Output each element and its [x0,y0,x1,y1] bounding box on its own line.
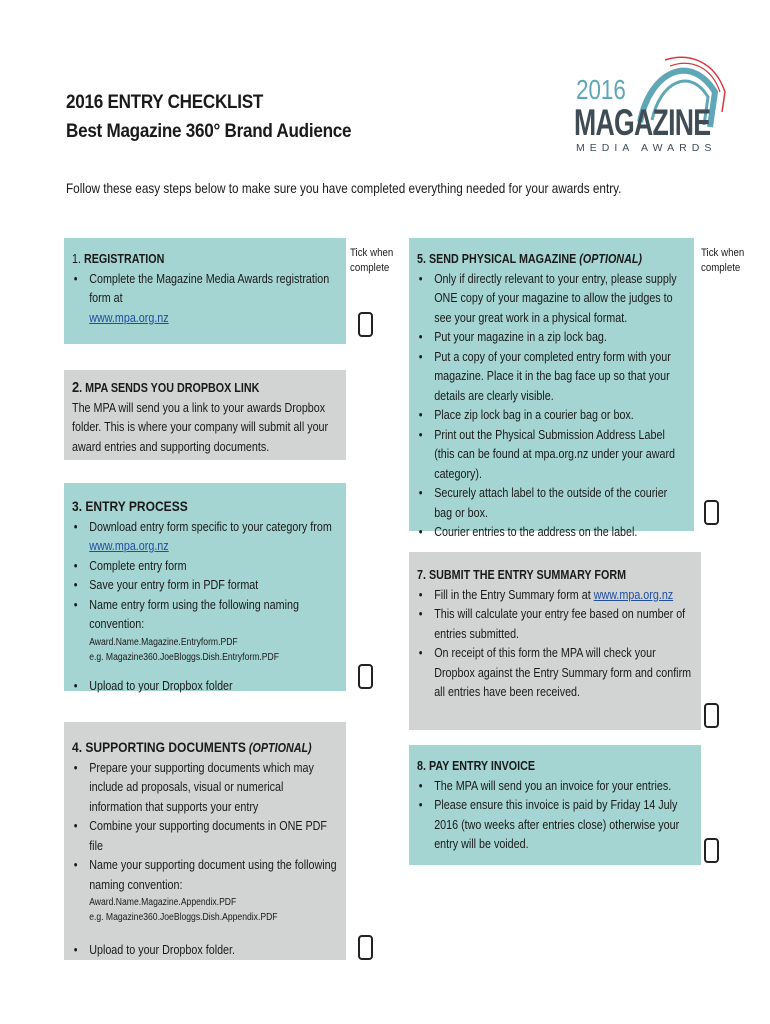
list-item: • Print out the Physical Submission Address Label (this can be found at mpa.org.nz under your award category). [417,426,685,485]
list-item: • Prepare your supporting documents which may include ad proposals, visual or numerical information that supports your entry [72,759,337,818]
tick-label-right: Tick when complete [701,247,745,274]
list-item: • On receipt of this form the MPA will check your Dropbox against the Entry Summary form and confirm all entries have been received. [417,644,692,703]
logo-subtitle: MEDIA AWARDS [576,142,717,154]
checkbox-step1[interactable] [358,312,373,337]
checkbox-step5[interactable] [704,500,719,525]
list-item: • Save your entry form in PDF format [72,576,337,596]
list-item: • Put your magazine in a zip lock bag. [417,328,685,348]
step-heading: 4. SUPPORTING DOCUMENTS (OPTIONAL) [72,739,312,755]
title-block [66,88,383,146]
checkbox-step8[interactable] [704,838,719,863]
step-submit-entry-summary [409,552,701,730]
list-item: • Put a copy of your completed entry form with your magazine. Place it in the bag face up so that your details are clearly visible. [417,348,685,407]
step-heading: 7. SUBMIT THE ENTRY SUMMARY FORM [417,568,627,582]
step-heading: 2. MPA SENDS YOU DROPBOX LINK [72,379,260,396]
checkbox-step3[interactable] [358,664,373,689]
naming-example: e.g. Magazine360.JoeBloggs.Dish.Entryform.PDF [89,651,279,663]
page-subtitle: Best Magazine 360° Brand Audience [66,121,352,142]
mpa-link[interactable]: www.mpa.org.nz [593,587,674,602]
list-item: • Upload to your Dropbox folder. [72,941,337,961]
list-item: • Courier entries to the address on the label. [417,523,685,543]
step-send-physical-magazine [409,238,694,539]
step-dropbox-link [64,370,346,460]
list-item: • Complete the Magazine Media Awards registration form at www.mpa.org.nz [72,270,337,329]
list-item: • This will calculate your entry fee based on number of entries submitted. [417,605,692,644]
step-heading: 8. PAY ENTRY INVOICE [417,759,536,773]
list-item: • Name entry form using the following naming convention: [72,596,337,635]
step-entry-process [64,483,346,691]
checkbox-step4[interactable] [358,935,373,960]
list-item: • Complete entry form [72,557,337,577]
list-item: • Securely attach label to the outside of the courier bag or box. [417,484,685,523]
step-registration [64,238,346,344]
page-title: 2016 ENTRY CHECKLIST [66,92,264,113]
list-item: • Combine your supporting documents in ONE PDF file [72,817,337,856]
naming-example: e.g. Magazine360.JoeBloggs.Dish.Appendix.PDF [89,912,278,923]
step-pay-entry-invoice [409,745,701,865]
logo-word: MAGAZINE [574,102,711,143]
step-heading: 1. REGISTRATION [72,252,165,266]
naming-convention: Award.Name.Magazine.Entryform.PDF [89,636,238,648]
list-item: • Upload to your Dropbox folder [72,677,337,697]
tick-label-left: Tick when complete [350,247,394,274]
naming-convention: Award.Name.Magazine.Appendix.PDF [89,897,237,908]
step-text: The MPA will send you a link to your awards Dropbox folder. This is where your company will submit all your award entries and supporting documents. [72,400,329,454]
mpa-link[interactable]: www.mpa.org.nz [89,539,169,553]
list-item: • Place zip lock bag in a courier bag or box. [417,406,685,426]
step-heading: 3. ENTRY PROCESS [72,498,188,514]
list-item: • Name your supporting document using the following naming convention: [72,856,337,895]
list-item: • Please ensure this invoice is paid by Friday 14 July 2016 (two weeks after entries close) otherwise your entry will be voided. [417,796,692,855]
list-item: • The MPA will send you an invoice for your entries. [417,777,692,797]
checkbox-step7[interactable] [704,703,719,728]
mpa-link[interactable]: www.mpa.org.nz [89,310,169,325]
list-item: • Fill in the Entry Summary form at www.mpa.org.nz [417,586,692,606]
intro-text: Follow these easy steps below to make sure you have completed everything needed for your awards entry. [66,180,622,196]
step-heading: 5. SEND PHYSICAL MAGAZINE (OPTIONAL) [417,252,642,266]
step-supporting-documents [64,722,346,960]
list-item: • Download entry form specific to your category from www.mpa.org.nz [72,518,337,557]
magazine-media-awards-logo [570,52,730,162]
logo-year: 2016 [576,74,626,105]
list-item: • Only if directly relevant to your entry, please supply ONE copy of your magazine to allow the judges to see your great work in a physical format. [417,270,685,329]
